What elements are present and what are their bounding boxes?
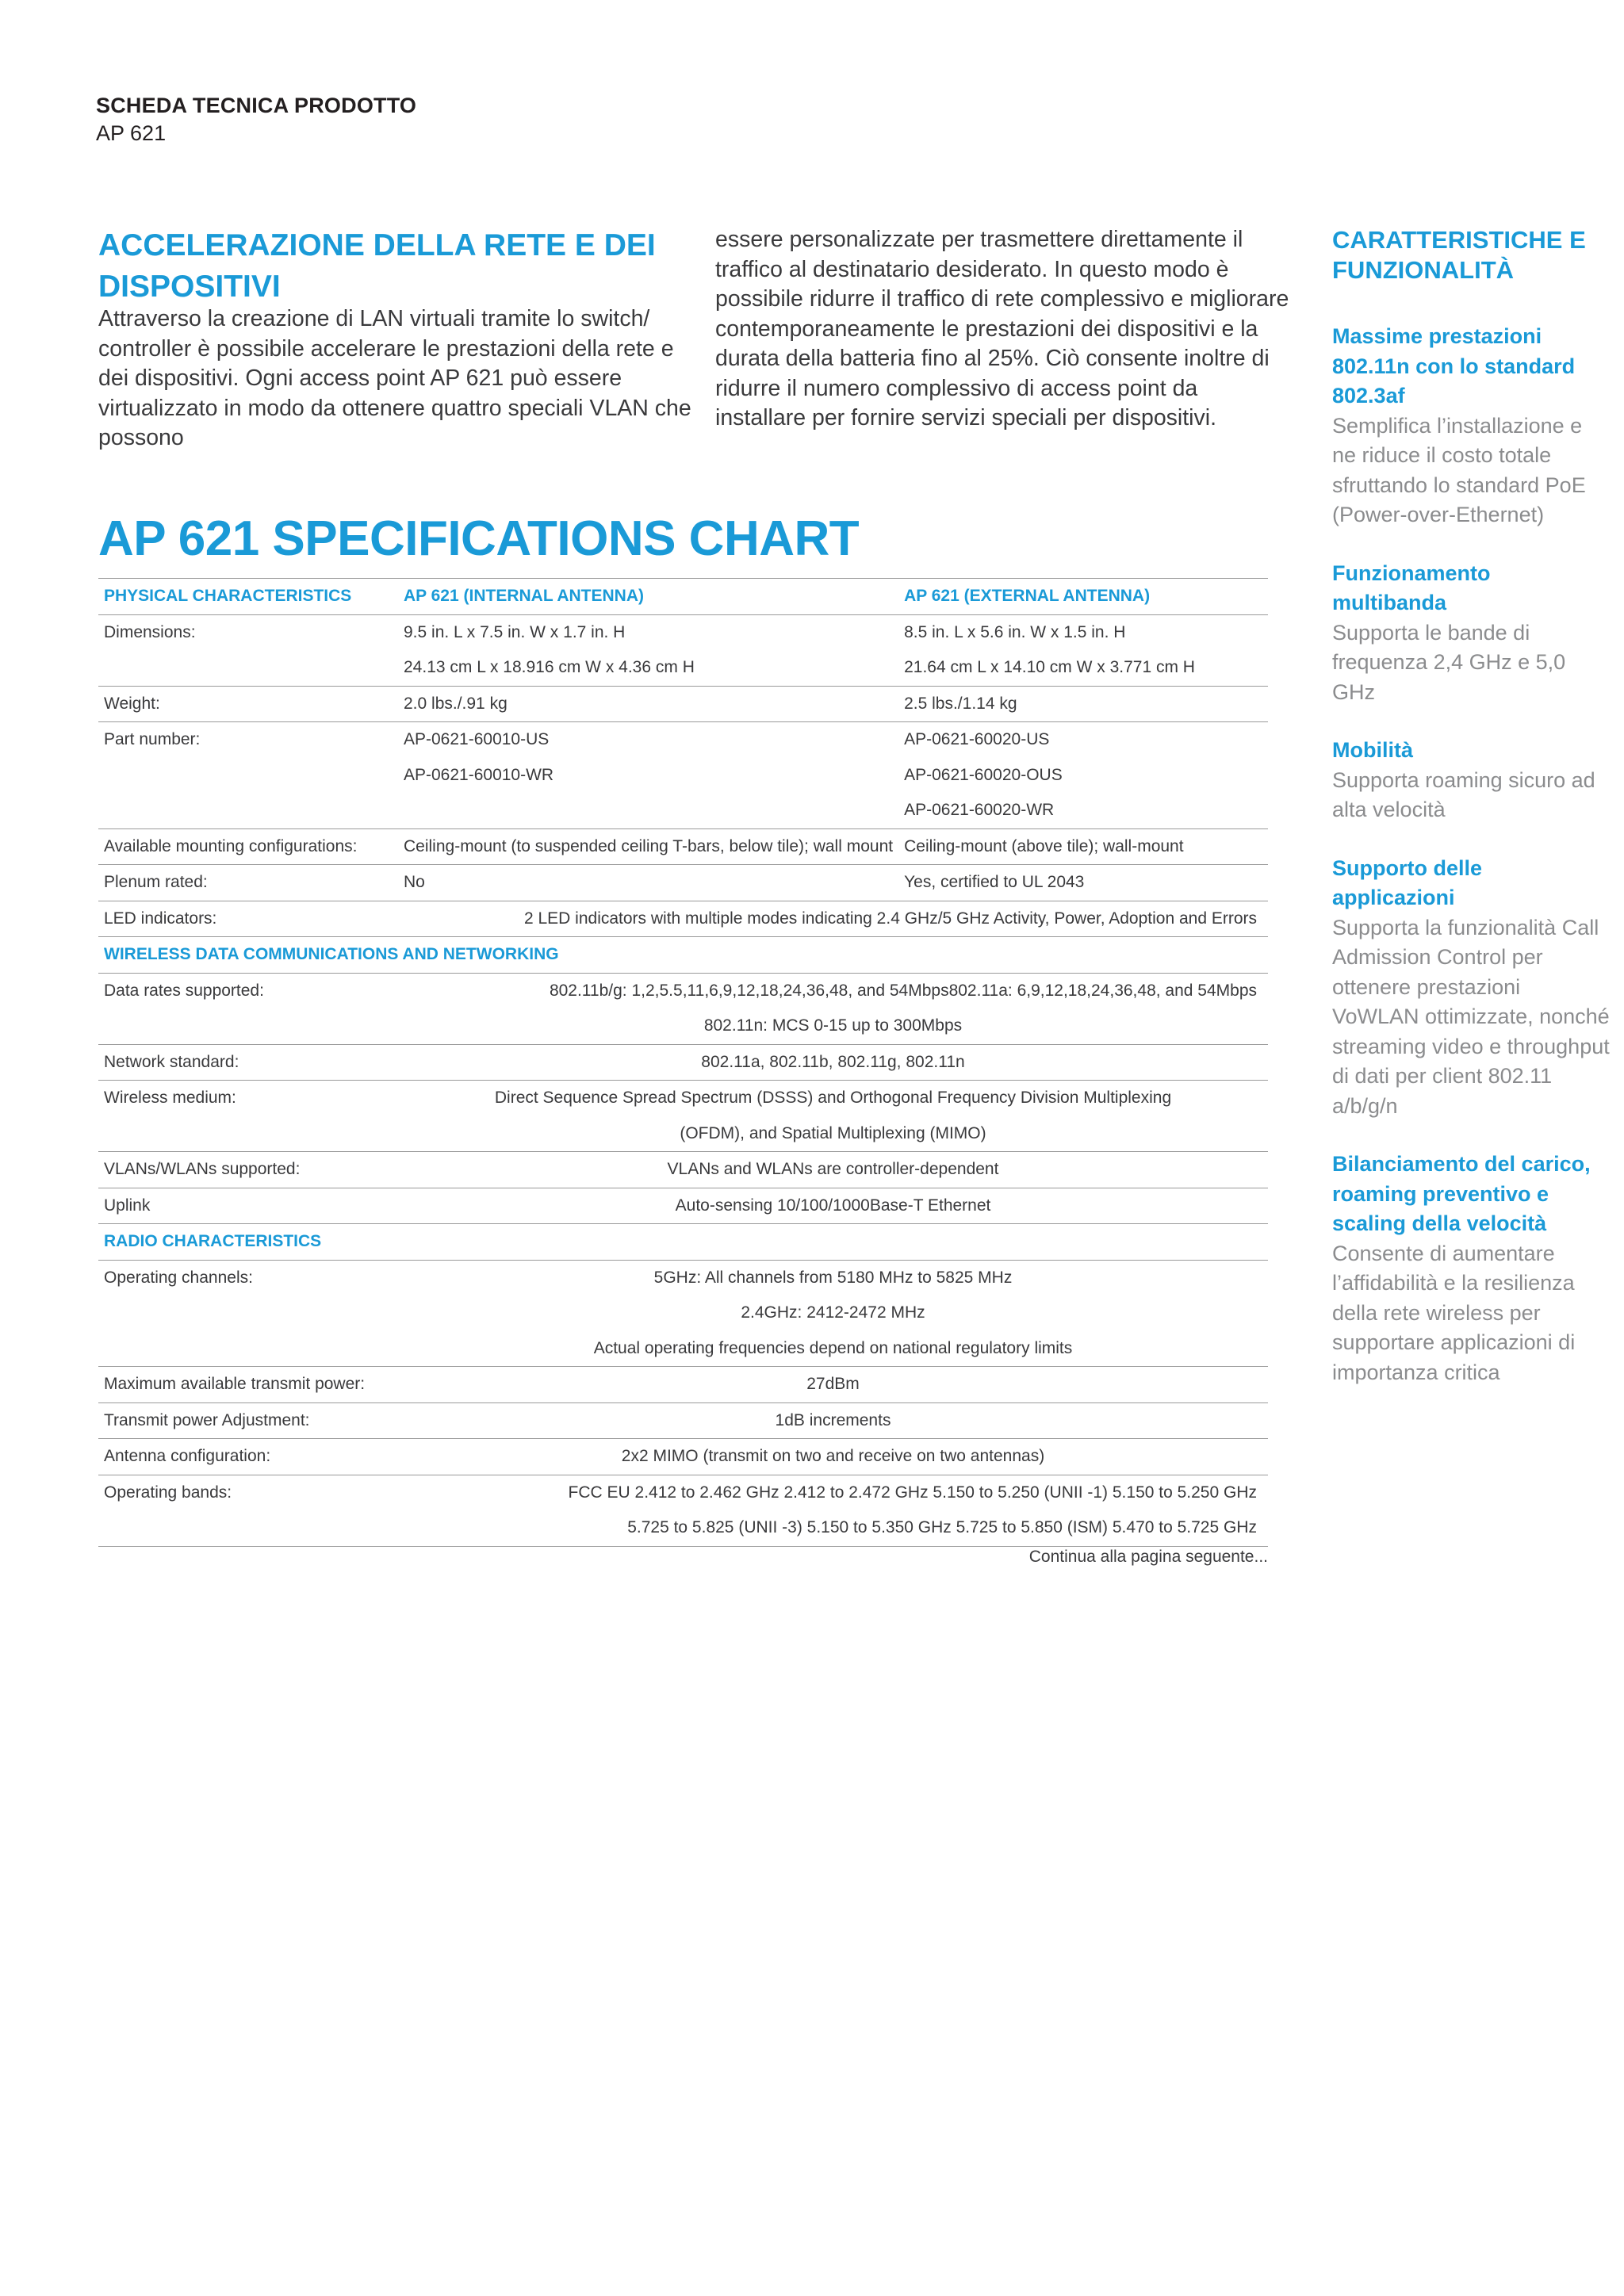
row-label: Part number: [104,730,201,749]
cell-value: 802.11a, 802.11b, 802.11g, 802.11n [398,1044,1268,1081]
feature-description: Semplifica l’installazione e ne riduce il costo totale sfruttando lo standard PoE (Power-over-Ethernet) [1332,413,1586,526]
table-row [98,650,1268,686]
cell-value: AP-0621-60020-US [904,730,1050,749]
cell-value: AP-0621-60010-US [404,730,550,749]
cell-value: Ceiling-mount (above tile); wall-mount [898,828,1268,865]
table-row [98,614,1268,650]
feature-item [1332,1150,1610,1387]
cell-value: 2.0 lbs./.91 kg [398,686,898,722]
cell-value: 9.5 in. L x 7.5 in. W x 1.7 in. H [404,622,626,641]
cell-value: 5.725 to 5.825 (UNII -3) 5.150 to 5.350 GHz 5.725 to 5.850 (ISM) 5.470 to 5.725 GHz [398,1510,1268,1546]
row-label: Weight: [98,686,398,722]
feature-item [1332,322,1610,530]
cell-value: 2x2 MIMO (transmit on two and receive on two antennas) [398,1439,1268,1475]
table-row [98,1081,1268,1116]
section-header-row [98,1224,1268,1261]
table-row [98,1008,1268,1044]
feature-title: Massime prestazioni 802.11n con lo standard 802.3af [1332,324,1576,408]
cell-value: 21.64 cm L x 14.10 cm W x 3.771 cm H [898,650,1268,686]
col-header-external: AP 621 (EXTERNAL ANTENNA) [898,579,1268,615]
table-row [98,1367,1268,1403]
feature-description: Supporta le bande di frequenza 2,4 GHz e 5,0 GHz [1332,620,1566,704]
cell-value: Auto-sensing 10/100/1000Base-T Ethernet [398,1188,1268,1224]
feature-title: Mobilità [1332,738,1413,762]
table-row [98,1260,1268,1295]
table-row [98,1475,1268,1510]
feature-item [1332,854,1610,1122]
continued-note: Continua alla pagina seguente... [1028,1548,1268,1566]
table-row [98,973,1268,1008]
cell-value: 802.11n: MCS 0-15 up to 300Mbps [398,1008,1268,1044]
row-label: Transmit power Adjustment: [98,1402,398,1439]
section-header-row [98,937,1268,974]
row-label: LED indicators: [98,901,398,937]
cell-value: 27dBm [398,1367,1268,1403]
cell-value: No [398,865,898,901]
col-header-physical: PHYSICAL CHARACTERISTICS [98,579,398,615]
table-row [98,901,1268,937]
row-label: Uplink [98,1188,398,1224]
intro-heading: ACCELERAZIONE DELLA RETE E DEI DISPOSITIVI [98,228,656,304]
row-label: VLANs/WLANs supported: [98,1152,398,1188]
feature-title: Bilanciamento del carico, roaming preventivo e scaling della velocità [1332,1152,1591,1235]
intro-paragraph-col1: Attraverso la creazione di LAN virtuali tramite lo switch/ controller è possibile accelerare le prestazioni della rete e dei dispositivi. Ogni access point AP 621 può essere virtualizzato in modo da ottenere quattro speciali VLAN che possono [98,306,691,450]
feature-title: Supporto delle applicazioni [1332,855,1482,909]
table-row [98,1331,1268,1367]
cell-value: (OFDM), and Spatial Multiplexing (MIMO) [398,1116,1268,1152]
section-header-wireless: WIRELESS DATA COMMUNICATIONS AND NETWORKING [98,937,1268,974]
cell-value: Ceiling-mount (to suspended ceiling T-bars, below tile); wall mount [398,828,898,865]
row-label: Plenum rated: [98,865,398,901]
feature-description: Supporta la funzionalità Call Admission Control per ottenere prestazioni VoWLAN ottimizzate, nonché streaming video e throughput di dati per client 802.11 a/b/g/n [1332,915,1610,1118]
cell-value: Yes, certified to UL 2043 [898,865,1268,901]
row-label: Operating channels: [104,1268,253,1287]
feature-item [1332,736,1610,825]
cell-value: 1dB increments [398,1402,1268,1439]
cell-value: Actual operating frequencies depend on national regulatory limits [398,1331,1268,1367]
table-row [98,1295,1268,1331]
feature-description: Supporta roaming sicuro ad alta velocità [1332,767,1595,821]
table-row [98,722,1268,758]
table-row [98,1188,1268,1224]
table-row [98,1152,1268,1188]
cell-value: 2.4GHz: 2412-2472 MHz [741,1303,925,1322]
cell-value: 8.5 in. L x 5.6 in. W x 1.5 in. H [904,622,1126,641]
intro-paragraph-col2: essere personalizzate per trasmettere direttamente il traffico al destinatario desiderato. In questo modo è possibile ridurre il traffico di rete complessivo e migliorare contemporaneamente le prestazioni dei dispositivi e la durata della batteria fino al 25%. Ciò consente inoltre di ridurre il numero complessivo di access point da installare per fornire servizi speciali per dispositivi. [715,227,1289,430]
spec-header-row [98,579,1268,615]
row-label: Antenna configuration: [98,1439,398,1475]
cell-value: 2 LED indicators with multiple modes indicating 2.4 GHz/5 GHz Activity, Power, Adoption and Errors [398,901,1268,937]
table-row [98,865,1268,901]
table-row [98,828,1268,865]
row-label: Network standard: [98,1044,398,1081]
feature-description: Consente di aumentare l’affidabilità e la resilienza della rete wireless per supportare applicazioni di importanza critica [1332,1241,1576,1384]
cell-value: FCC EU 2.412 to 2.462 GHz 2.412 to 2.472 GHz 5.150 to 5.250 (UNII -1) 5.150 to 5.250 GHz [568,1483,1257,1502]
features-list [1332,322,1610,1416]
col-header-internal: AP 621 (INTERNAL ANTENNA) [398,579,898,615]
cell-value: 24.13 cm L x 18.916 cm W x 4.36 cm H [398,650,898,686]
table-row [98,1439,1268,1475]
cell-value: Direct Sequence Spread Spectrum (DSSS) and Orthogonal Frequency Division Multiplexing [494,1089,1172,1108]
table-row [98,1044,1268,1081]
table-row [98,1510,1268,1546]
cell-value: 5GHz: All channels from 5180 MHz to 5825 MHz [653,1268,1013,1287]
document-model: AP 621 [96,121,167,145]
table-row [98,1116,1268,1152]
cell-value: AP-0621-60020-OUS [904,765,1063,784]
feature-title: Funzionamento multibanda [1332,561,1491,614]
table-row [98,793,1268,828]
cell-value: VLANs and WLANs are controller-dependent [398,1152,1268,1188]
section-header-radio: RADIO CHARACTERISTICS [98,1224,1268,1261]
table-row [98,686,1268,722]
row-label: Data rates supported: [104,981,264,1000]
spec-table [98,578,1268,1547]
row-label: Dimensions: [104,622,196,641]
features-title: CARATTERISTICHE E FUNZIONALITÀ [1332,226,1586,284]
cell-value: AP-0621-60010-WR [404,765,554,784]
cell-value: AP-0621-60020-WR [898,793,1268,828]
feature-item [1332,559,1610,708]
row-label: Maximum available transmit power: [98,1367,398,1403]
row-label: Operating bands: [104,1483,232,1502]
spec-chart-title: AP 621 SPECIFICATIONS CHART [98,511,860,566]
cell-value: 802.11b/g: 1,2,5.5,11,6,9,12,18,24,36,48, and 54Mbps802.11a: 6,9,12,18,24,36,48, and 54Mbps [549,981,1257,1000]
table-row [98,1402,1268,1439]
row-label: Available mounting configurations: [98,828,398,865]
document-label: SCHEDA TECNICA PRODOTTO [96,94,417,117]
cell-value: 2.5 lbs./1.14 kg [898,686,1268,722]
table-row [98,758,1268,794]
row-label: Wireless medium: [104,1089,236,1108]
